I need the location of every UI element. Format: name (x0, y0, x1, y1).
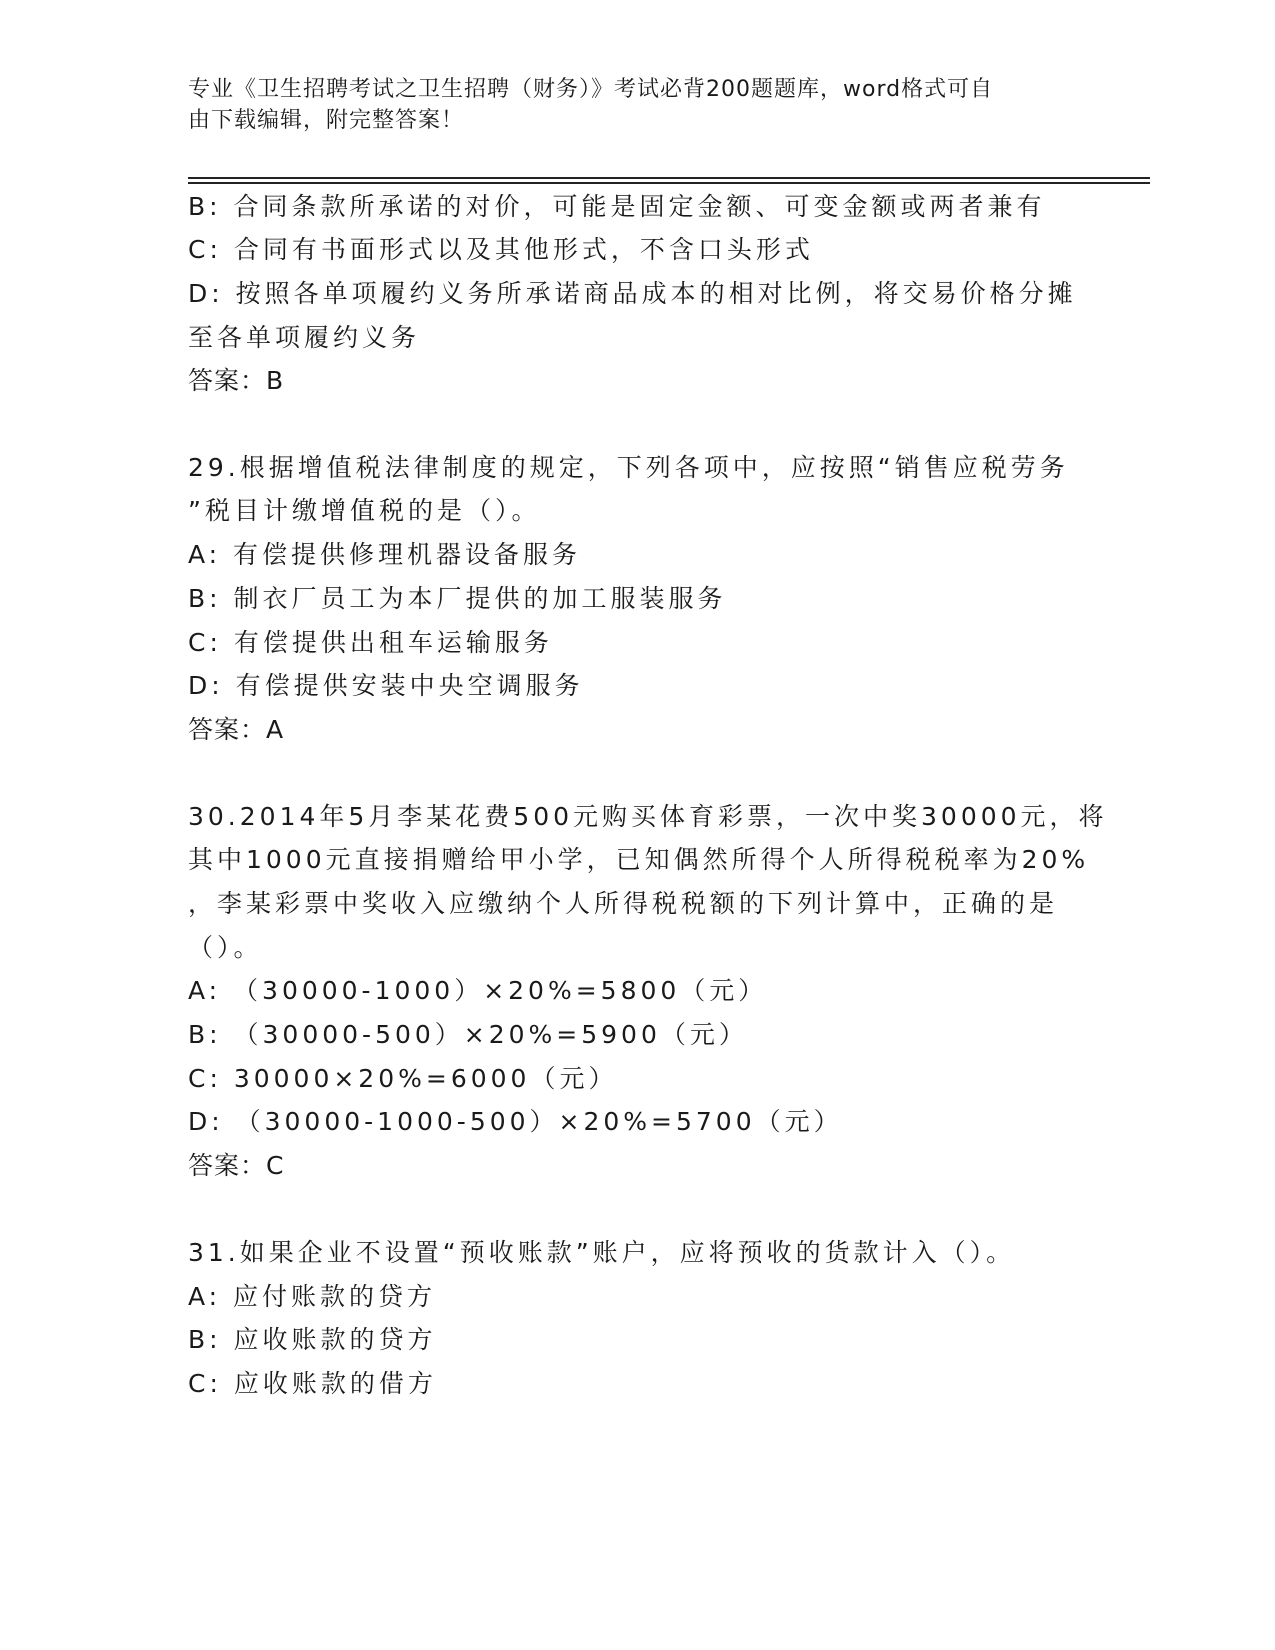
q28-option-d-line1: D: 按照各单项履约义务所承诺商品成本的相对比例，将交易价格分摊 (188, 279, 1077, 308)
q29-stem-line1: 29.根据增值税法律制度的规定，下列各项中，应按照“销售应税劳务 (188, 453, 1069, 482)
q29-option-d: D: 有偿提供安装中央空调服务 (188, 671, 584, 700)
q29-option-c: C: 有偿提供出租车运输服务 (188, 628, 553, 657)
q31-stem-line1: 31.如果企业不设置“预收账款”账户，应将预收的货款计入（）。 (188, 1238, 1016, 1267)
header-divider-bottom (188, 182, 1150, 184)
q30-answer: 答案：C (188, 1151, 285, 1180)
q30-stem-line4: （）。 (188, 933, 263, 962)
q28-answer: 答案：B (188, 366, 285, 395)
q29-answer: 答案：A (188, 715, 285, 744)
q30-stem-line3: ，李某彩票中奖收入应缴纳个人所得税税额的下列计算中，正确的是 (188, 889, 1059, 918)
header-line-2: 由下载编辑，附完整答案！ (188, 108, 465, 133)
q28-option-c: C: 合同有书面形式以及其他形式，不含口头形式 (188, 235, 814, 264)
q30-option-d: D: （30000-1000-500）×20%=5700（元） (188, 1107, 843, 1136)
q31-option-c: C: 应收账款的借方 (188, 1369, 437, 1398)
header-line-1: 专业《卫生招聘考试之卫生招聘（财务）》考试必背200题题库，word格式可自 (188, 77, 994, 102)
q30-option-c: C: 30000×20%=6000（元） (188, 1064, 618, 1093)
q31-option-b: B: 应收账款的贷方 (188, 1325, 437, 1354)
q29-stem-line2: ”税目计缴增值税的是（）。 (188, 496, 541, 525)
q30-option-b: B: （30000-500）×20%=5900（元） (188, 1020, 748, 1049)
q31-option-a: A: 应付账款的贷方 (188, 1282, 437, 1311)
document-header (188, 74, 1068, 136)
q28-option-b: B: 合同条款所承诺的对价，可能是固定金额、可变金额或两者兼有 (188, 192, 1046, 221)
q30-option-a: A: （30000-1000）×20%=5800（元） (188, 976, 768, 1005)
q30-stem-line1: 30.2014年5月李某花费500元购买体育彩票，一次中奖30000元，将 (188, 802, 1108, 831)
q30-stem-line2: 其中1000元直接捐赠给甲小学，已知偶然所得个人所得税税率为20% (188, 845, 1090, 874)
q29-option-a: A: 有偿提供修理机器设备服务 (188, 540, 582, 569)
header-divider-top (188, 177, 1150, 179)
q29-option-b: B: 制衣厂员工为本厂提供的加工服装服务 (188, 584, 727, 613)
q28-option-d-line2: 至各单项履约义务 (188, 323, 421, 352)
